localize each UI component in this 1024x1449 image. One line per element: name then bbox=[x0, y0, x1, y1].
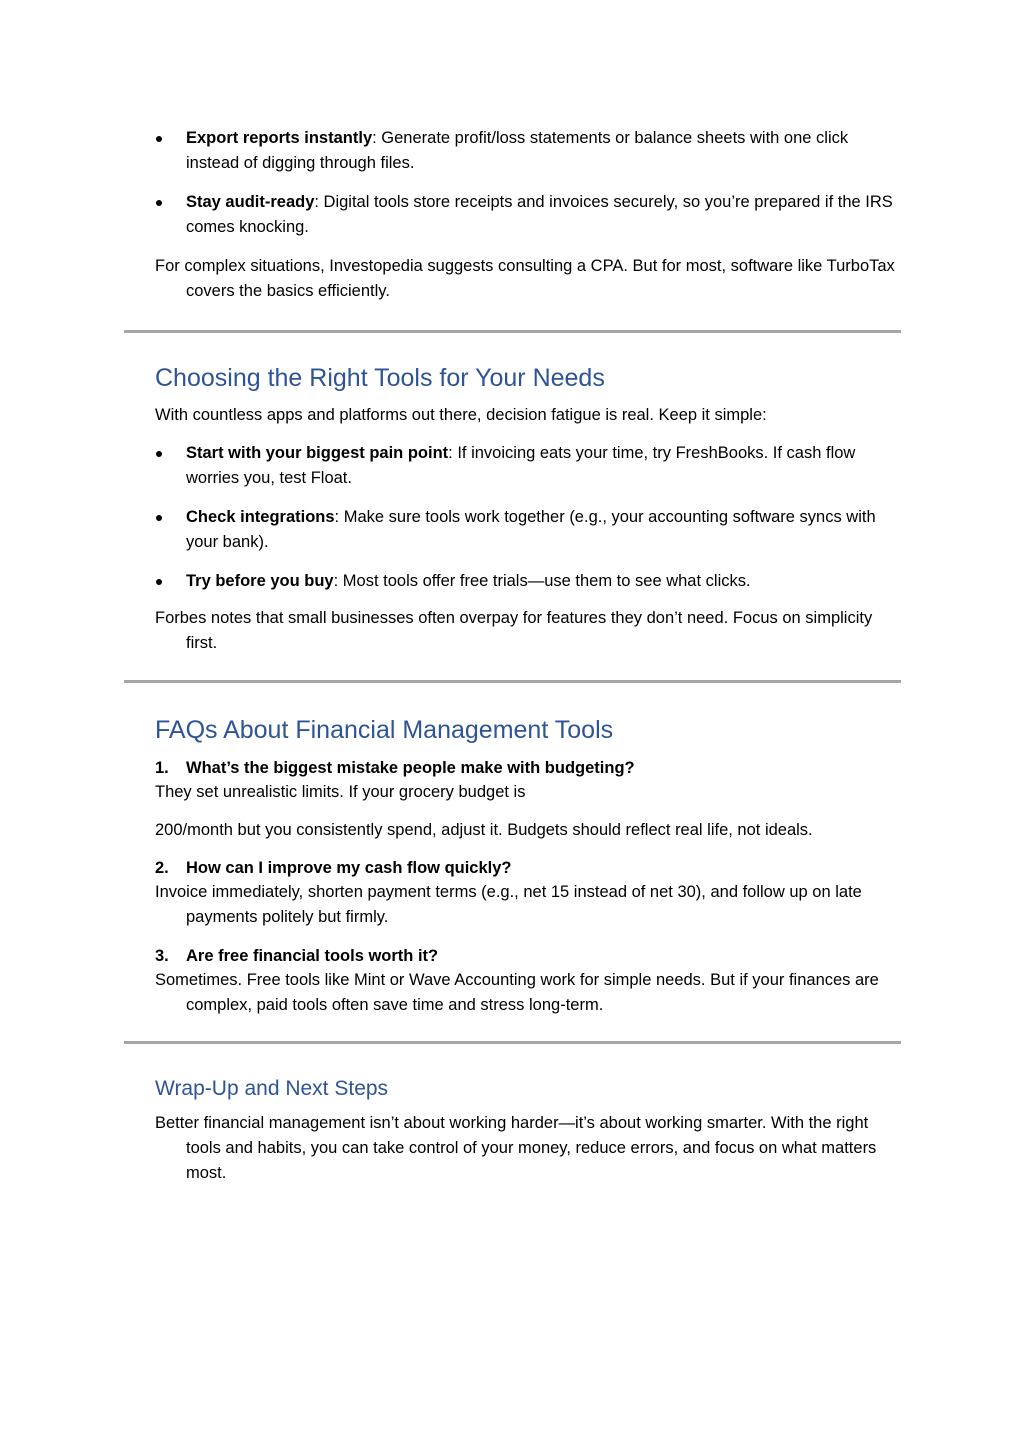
list-item-desc: : If invoicing eats your time, try FreshBooks. If cash flow worries you, test Float. bbox=[186, 444, 856, 487]
list-item bbox=[155, 190, 900, 240]
body-paragraph: Better financial management isn’t about working harder—it’s about working smarter. With the right tools and habits, you can take control of your money, reduce errors, and focus on what matters most. bbox=[155, 1114, 877, 1182]
faq-answer: They set unrealistic limits. If your grocery budget is bbox=[155, 783, 526, 801]
faq-question bbox=[155, 944, 900, 969]
faq-question-text: Are free financial tools worth it? bbox=[186, 947, 439, 965]
faq-question-text: What’s the biggest mistake people make with budgeting? bbox=[186, 759, 635, 777]
section-divider bbox=[124, 330, 901, 333]
section-heading: Choosing the Right Tools for Your Needs bbox=[155, 364, 605, 392]
list-item-desc: : Most tools offer free trials—use them to see what clicks. bbox=[333, 572, 751, 590]
list-item-desc: : Digital tools store receipts and invoices securely, so you’re prepared if the IRS comes knocking. bbox=[186, 193, 893, 236]
faq-number: 2. bbox=[155, 859, 169, 877]
faq-answer-continued: 200/month but you consistently spend, adjust it. Budgets should reflect real life, not ideals. bbox=[155, 821, 813, 839]
list-item-desc: : Make sure tools work together (e.g., your accounting software syncs with your bank). bbox=[186, 508, 876, 551]
faq-question bbox=[155, 856, 900, 881]
section-heading: FAQs About Financial Management Tools bbox=[155, 716, 614, 744]
list-item bbox=[155, 505, 900, 555]
list-item-term: Try before you buy bbox=[186, 572, 334, 590]
list-item bbox=[155, 441, 900, 491]
section-heading: Wrap-Up and Next Steps bbox=[155, 1077, 389, 1100]
list-item bbox=[155, 569, 900, 594]
section-divider bbox=[124, 1041, 901, 1044]
faq-question bbox=[155, 756, 900, 781]
list-item-term: Stay audit-ready bbox=[186, 193, 315, 211]
section-divider bbox=[124, 680, 901, 683]
faq-answer: Invoice immediately, shorten payment terms (e.g., net 15 instead of net 30), and follow up on late payments politely but firmly. bbox=[155, 883, 862, 926]
list-item-term: Start with your biggest pain point bbox=[186, 444, 449, 462]
faq-question-text: How can I improve my cash flow quickly? bbox=[186, 859, 512, 877]
list-item-term: Check integrations bbox=[186, 508, 335, 526]
list-item bbox=[155, 126, 900, 176]
list-item-desc: : Generate profit/loss statements or balance sheets with one click instead of digging through files. bbox=[186, 129, 849, 172]
note-paragraph: Forbes notes that small businesses often overpay for features they don’t need. Focus on simplicity first. bbox=[155, 609, 873, 652]
list-item-term: Export reports instantly bbox=[186, 129, 373, 147]
faq-number: 3. bbox=[155, 947, 169, 965]
intro-paragraph: With countless apps and platforms out there, decision fatigue is real. Keep it simple: bbox=[155, 406, 767, 424]
faq-answer: Sometimes. Free tools like Mint or Wave Accounting work for simple needs. But if your finances are complex, paid tools often save time and stress long-term. bbox=[155, 971, 879, 1014]
faq-number: 1. bbox=[155, 759, 169, 777]
note-paragraph: For complex situations, Investopedia suggests consulting a CPA. But for most, software like TurboTax covers the basics efficiently. bbox=[155, 257, 895, 300]
